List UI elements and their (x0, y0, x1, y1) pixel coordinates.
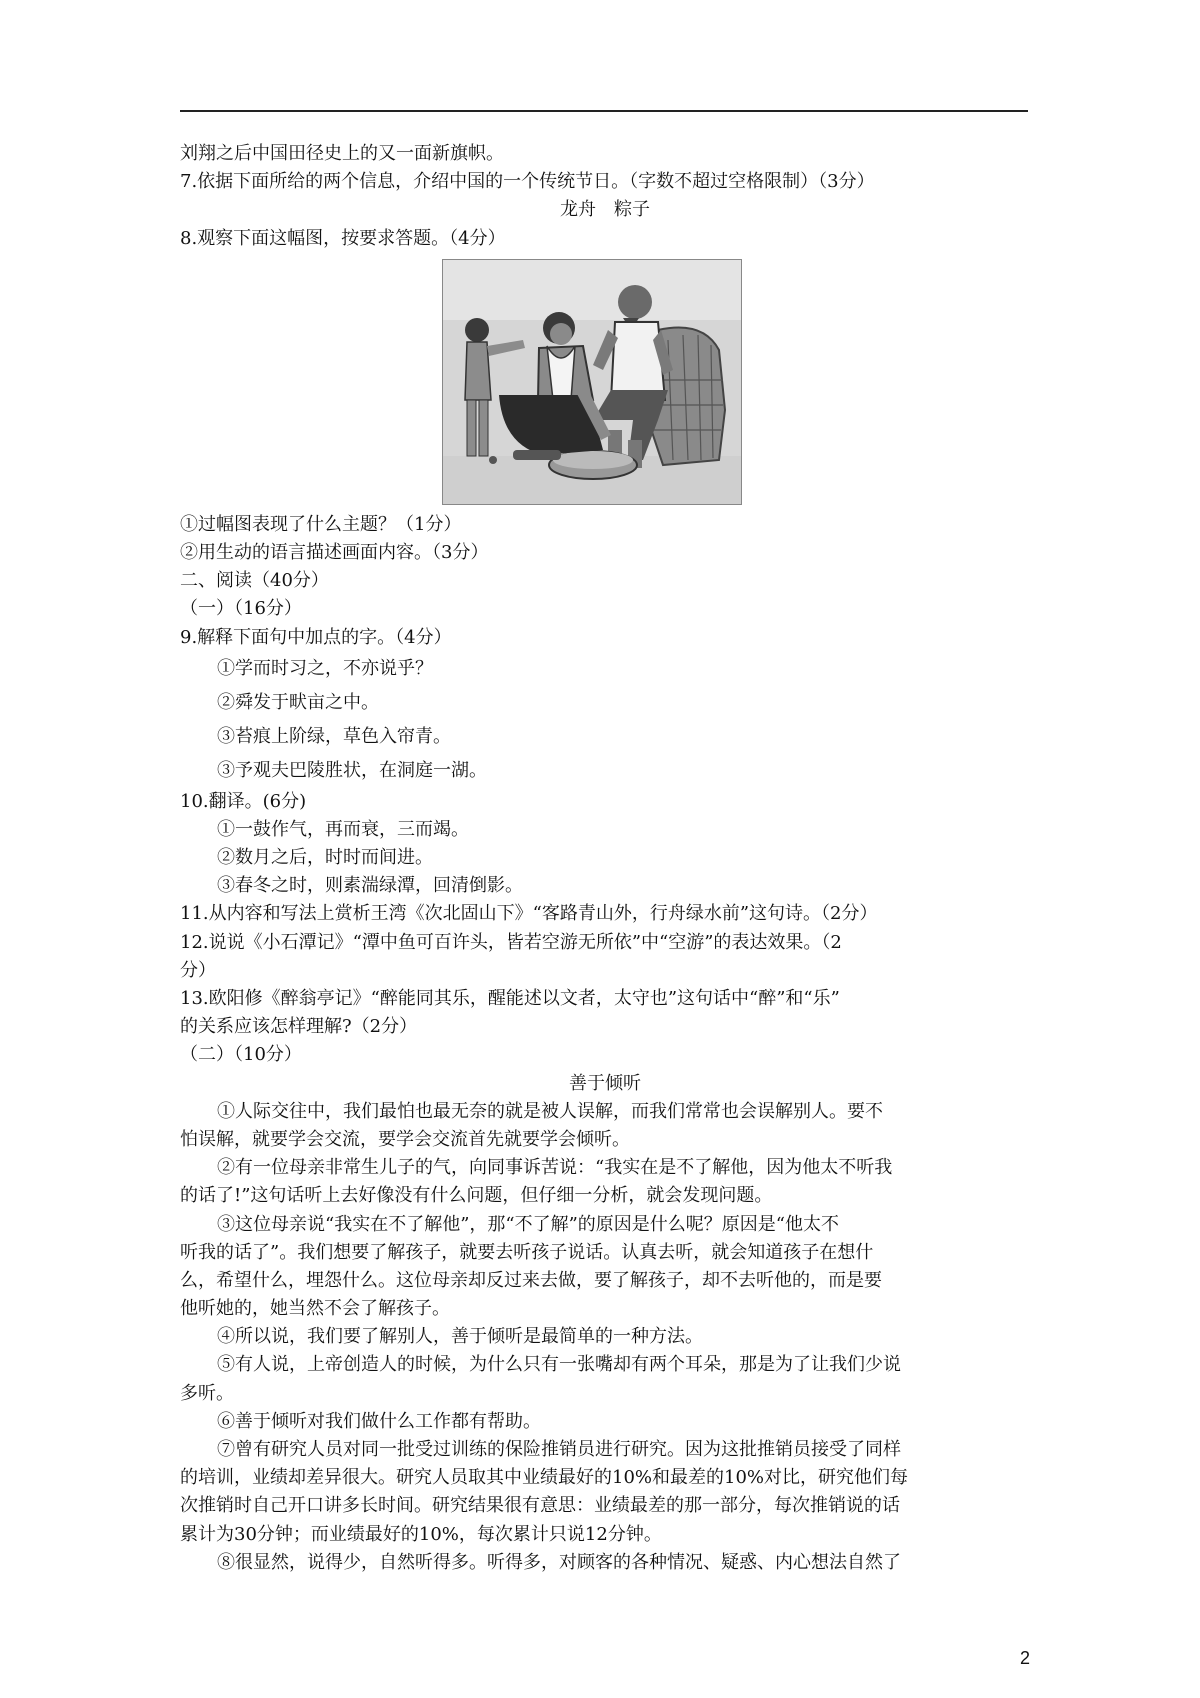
illustration-image (442, 259, 742, 505)
question-9-item: ②舜发于畎亩之中。 (217, 691, 379, 713)
question-8-part-2: ②用生动的语言描述画面内容。（3分） (180, 541, 489, 563)
passage-line: 么，希望什么，埋怨什么。这位母亲却反过来去做，要了解孩子，却不去听他的，而是要 (180, 1269, 882, 1291)
passage-line: 累计为30分钟；而业绩最好的10%，每次累计只说12分钟。 (180, 1523, 662, 1545)
question-12: 12.说说《小石潭记》“潭中鱼可百许头，皆若空游无所依”中“空游”的表达效果。（2 (180, 931, 842, 953)
question-9: 9.解释下面句中加点的字。（4分） (180, 626, 452, 648)
question-9-item: ③予观夫巴陵胜状，在洞庭一湖。 (217, 759, 487, 781)
passage-line: 听我的话了”。我们想要了解孩子，就要去听孩子说话。认真去听，就会知道孩子在想什 (180, 1241, 874, 1263)
question-13-cont: 的关系应该怎样理解?（2分） (180, 1016, 418, 1038)
passage-line: ③这位母亲说“我实在不了解他”，那“不了解”的原因是什么呢？原因是“他太不 (217, 1213, 840, 1235)
question-8: 8.观察下面这幅图，按要求答题。（4分） (180, 227, 506, 249)
passage-line: ⑤有人说，上帝创造人的时候，为什么只有一张嘴却有两个耳朵，那是为了让我们少说 (217, 1354, 901, 1376)
foot-washing-illustration (443, 260, 741, 504)
question-10: 10.翻译。(6分) (180, 790, 307, 812)
question-11: 11.从内容和写法上赏析王湾《次北固山下》“客路青山外，行舟绿水前”这句诗。（2分） (180, 903, 878, 925)
page-number: 2 (1019, 1648, 1030, 1668)
passage-line: ④所以说，我们要了解别人，善于倾听是最简单的一种方法。 (217, 1326, 703, 1348)
question-9-item: ③苔痕上阶绿，草色入帘青。 (217, 725, 451, 747)
subsection-heading-2: （二）（10分） (180, 1044, 302, 1066)
passage-line: 的培训，业绩却差异很大。研究人员取其中业绩最好的10%和最差的10%对比，研究他们每 (180, 1467, 909, 1489)
question-10-item: ①一鼓作气，再而衰，三而竭。 (217, 818, 469, 840)
question-12-cont: 分） (180, 959, 216, 981)
passage-line: 次推销时自己开口讲多长时间。研究结果很有意思：业绩最差的那一部分，每次推销说的话 (180, 1495, 900, 1517)
question-10-item: ②数月之后，时时而间进。 (217, 847, 433, 869)
passage-line: 的话了!”这句话听上去好像没有什么问题，但仔细一分析，就会发现问题。 (180, 1185, 773, 1207)
question-9-item: ①学而时习之，不亦说乎？ (217, 657, 433, 679)
question-10-item: ③春冬之时，则素湍绿潭，回清倒影。 (217, 875, 523, 897)
header-rule (180, 110, 1028, 112)
section-heading-reading: 二、阅读（40分） (180, 570, 329, 592)
question-13: 13.欧阳修《醉翁亭记》“醉能同其乐，醒能述以文者，太守也”这句话中“醉”和“乐” (180, 988, 840, 1009)
passage-title: 善于倾听 (569, 1072, 641, 1094)
passage-line: ②有一位母亲非常生儿子的气，向同事诉苦说：“我实在是不了解他，因为他太不听我 (217, 1157, 893, 1179)
passage-line: ⑥善于倾听对我们做什么工作都有帮助。 (217, 1410, 541, 1432)
text-line: 刘翔之后中国田径史上的又一面新旗帜。 (180, 143, 504, 164)
passage-line: ⑦曾有研究人员对同一批受过训练的保险推销员进行研究。因为这批推销员接受了同样 (217, 1439, 901, 1460)
question-8-part-1: ①过幅图表现了什么主题？（1分） (180, 513, 462, 535)
passage-line: ⑧很显然，说得少，自然听得多。听得多，对顾客的各种情况、疑惑、内心想法自然了 (217, 1551, 901, 1573)
passage-line: 他听她的，她当然不会了解孩子。 (180, 1298, 450, 1320)
document-body (180, 140, 1030, 1577)
question-7-info: 龙舟 粽子 (560, 199, 650, 221)
question-7: 7.依据下面所给的两个信息，介绍中国的一个传统节日。（字数不超过空格限制）（3分） (180, 171, 875, 193)
passage-line: 多听。 (180, 1382, 234, 1404)
subsection-heading-1: （一）（16分） (180, 598, 302, 620)
passage-line: 怕误解，就要学会交流，要学会交流首先就要学会倾听。 (180, 1128, 630, 1150)
passage-line: ①人际交往中，我们最怕也最无奈的就是被人误解，而我们常常也会误解别人。要不 (217, 1100, 883, 1122)
